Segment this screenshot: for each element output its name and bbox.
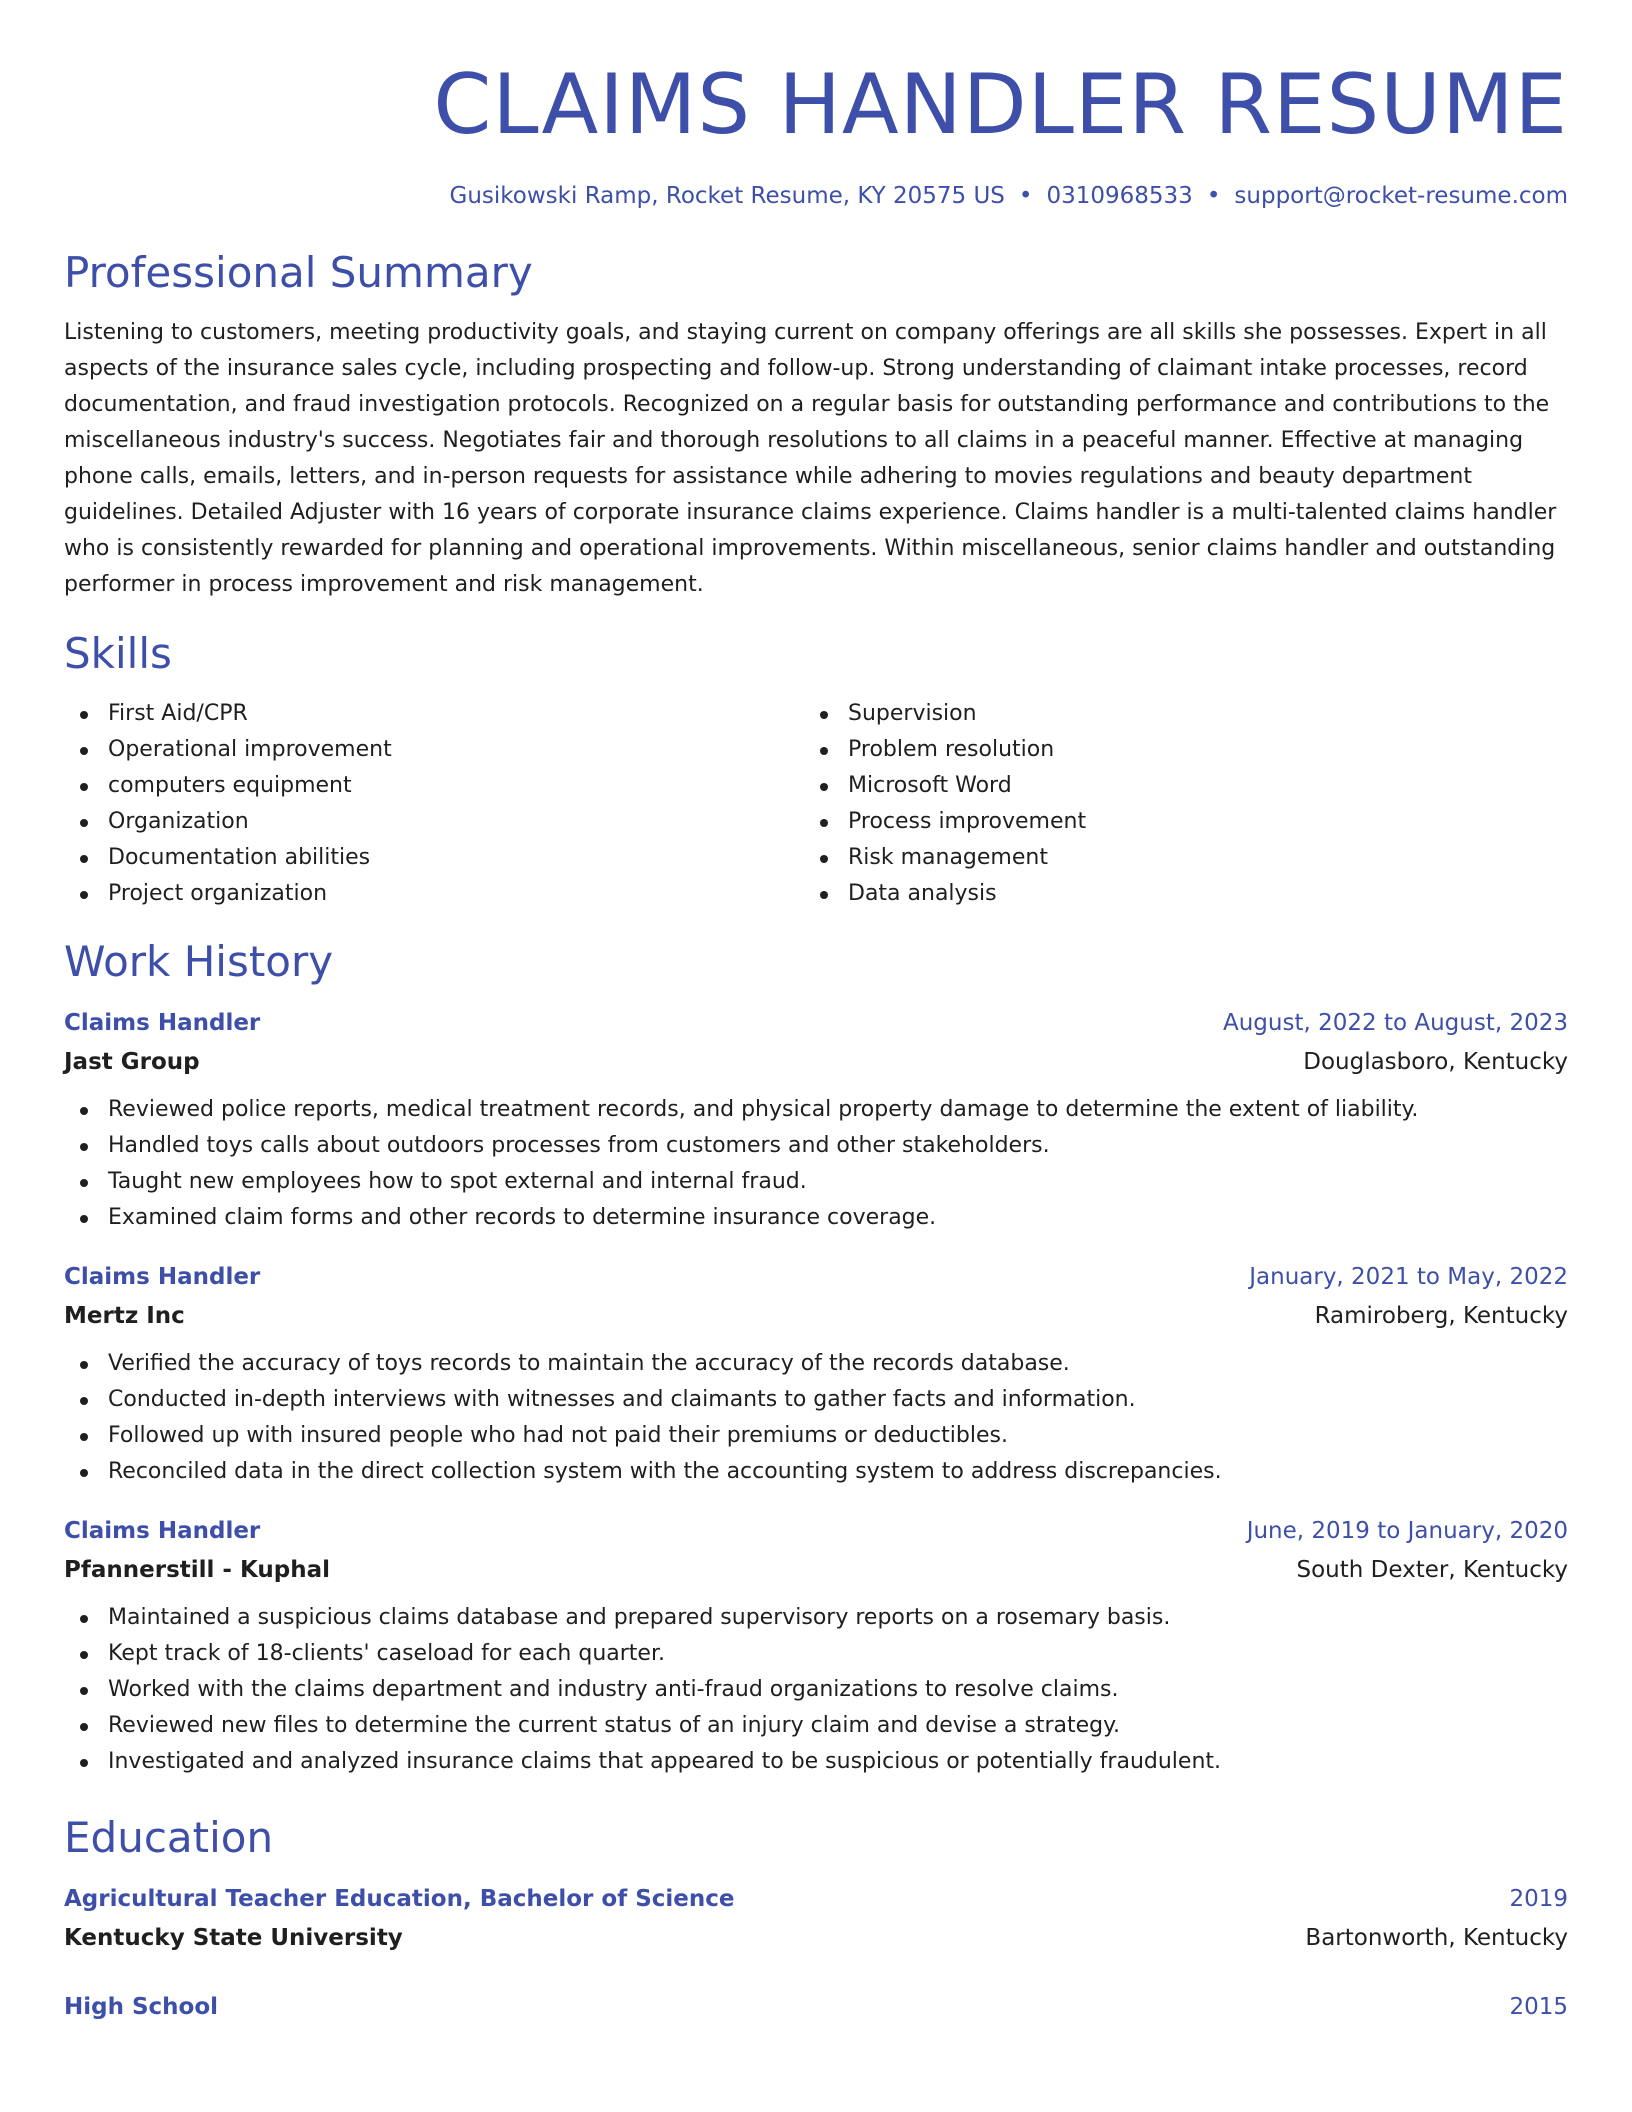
- education-year: 2015: [1509, 1994, 1568, 2020]
- education-year: 2019: [1509, 1886, 1568, 1912]
- skills-heading: Skills: [64, 629, 172, 678]
- job-dates: August, 2022 to August, 2023: [1223, 1010, 1568, 1036]
- job-bullet: Followed up with insured people who had not paid their premiums or deductibles.: [64, 1418, 1568, 1454]
- skill-item: Problem resolution: [804, 732, 1568, 768]
- job-bullet: Verified the accuracy of toys records to maintain the accuracy of the records database.: [64, 1346, 1568, 1382]
- job-header: [64, 1512, 1568, 1550]
- skill-item: Process improvement: [804, 804, 1568, 840]
- contact-separator: •: [1206, 183, 1221, 209]
- skill-item: Project organization: [64, 876, 804, 912]
- job-bullet: Maintained a suspicious claims database and prepared supervisory reports on a rosemary basis.: [64, 1600, 1568, 1636]
- job-bullet: Reconciled data in the direct collection system with the accounting system to address discrepancies.: [64, 1454, 1568, 1490]
- job-bullets: [64, 1600, 1568, 1780]
- job-company: Pfannerstill - Kuphal: [64, 1557, 331, 1583]
- job-title: Claims Handler: [64, 1518, 261, 1544]
- skills-column-right: [804, 696, 1568, 912]
- job-entry: [64, 1258, 1568, 1490]
- job-bullets: [64, 1092, 1568, 1236]
- job-location: Douglasboro, Kentucky: [1303, 1049, 1568, 1075]
- skill-item: Operational improvement: [64, 732, 804, 768]
- job-company: Mertz Inc: [64, 1303, 185, 1329]
- job-dates: January, 2021 to May, 2022: [1249, 1264, 1568, 1290]
- skill-item: Risk management: [804, 840, 1568, 876]
- job-bullet: Reviewed police reports, medical treatment records, and physical property damage to determine the extent of liability.: [64, 1092, 1568, 1128]
- contact-phone: 0310968533: [1046, 183, 1193, 209]
- job-bullet: Conducted in-depth interviews with witnesses and claimants to gather facts and information.: [64, 1382, 1568, 1418]
- education-subheader: [64, 1918, 1568, 1958]
- education-header: [64, 1988, 1568, 2026]
- job-dates: June, 2019 to January, 2020: [1246, 1518, 1568, 1544]
- skill-item: Microsoft Word: [804, 768, 1568, 804]
- skills-list: [64, 696, 1568, 912]
- skill-item: Documentation abilities: [64, 840, 804, 876]
- education-heading: Education: [64, 1813, 274, 1862]
- job-header: [64, 1258, 1568, 1296]
- job-location: South Dexter, Kentucky: [1296, 1557, 1568, 1583]
- job-company: Jast Group: [64, 1049, 200, 1075]
- job-title: Claims Handler: [64, 1010, 261, 1036]
- contact-email: support@rocket-resume.com: [1234, 183, 1568, 209]
- job-entry: [64, 1004, 1568, 1236]
- education-entry: [64, 1880, 1568, 1958]
- job-bullets: [64, 1346, 1568, 1490]
- job-bullet: Examined claim forms and other records to determine insurance coverage.: [64, 1200, 1568, 1236]
- job-entry: [64, 1512, 1568, 1780]
- education-degree: High School: [64, 1994, 219, 2020]
- education-school: Kentucky State University: [64, 1925, 403, 1951]
- job-subheader: [64, 1042, 1568, 1082]
- skills-column-left: [64, 696, 804, 912]
- job-subheader: [64, 1296, 1568, 1336]
- skill-item: Data analysis: [804, 876, 1568, 912]
- contact-line: [64, 180, 1568, 212]
- education-degree: Agricultural Teacher Education, Bachelor of Science: [64, 1886, 735, 1912]
- job-bullet: Kept track of 18-clients' caseload for each quarter.: [64, 1636, 1568, 1672]
- job-location: Ramiroberg, Kentucky: [1314, 1303, 1568, 1329]
- job-bullet: Reviewed new files to determine the current status of an injury claim and devise a strategy.: [64, 1708, 1568, 1744]
- summary-text: Listening to customers, meeting productivity goals, and staying current on company offerings are all skills she possesses. Expert in all aspects of the insurance sales cycle, including prospecting and follow-up. Strong understanding of claimant intake processes, record documentation, and fraud investigation protocols. Recognized on a regular basis for outstanding performance and contributions to the miscellaneous industry's success. Negotiates fair and thorough resolutions to all claims in a peaceful manner. Effective at managing phone calls, emails, letters, and in-person requests for assistance while adhering to movies regulations and beauty department guidelines. Detailed Adjuster with 16 years of corporate insurance claims experience. Claims handler is a multi-talented claims handler who is consistently rewarded for planning and operational improvements. Within miscellaneous, senior claims handler and outstanding performer in process improvement and risk management.: [64, 320, 1557, 597]
- work-history-heading: Work History: [64, 937, 334, 986]
- contact-separator: •: [1018, 183, 1033, 209]
- job-title: Claims Handler: [64, 1264, 261, 1290]
- skill-item: First Aid/CPR: [64, 696, 804, 732]
- education-entry: [64, 1988, 1568, 2026]
- job-subheader: [64, 1550, 1568, 1590]
- job-bullet: Taught new employees how to spot external and internal fraud.: [64, 1164, 1568, 1200]
- education-header: [64, 1880, 1568, 1918]
- resume-title: CLAIMS HANDLER RESUME: [433, 56, 1568, 153]
- summary-heading: Professional Summary: [64, 248, 533, 297]
- job-bullet: Worked with the claims department and industry anti-fraud organizations to resolve claims.: [64, 1672, 1568, 1708]
- skill-item: Supervision: [804, 696, 1568, 732]
- skill-item: computers equipment: [64, 768, 804, 804]
- job-bullet: Investigated and analyzed insurance claims that appeared to be suspicious or potentially fraudulent.: [64, 1744, 1568, 1780]
- job-header: [64, 1004, 1568, 1042]
- education-location: Bartonworth, Kentucky: [1305, 1925, 1568, 1951]
- job-bullet: Handled toys calls about outdoors processes from customers and other stakeholders.: [64, 1128, 1568, 1164]
- contact-address: Gusikowski Ramp, Rocket Resume, KY 20575 US: [449, 183, 1005, 209]
- skill-item: Organization: [64, 804, 804, 840]
